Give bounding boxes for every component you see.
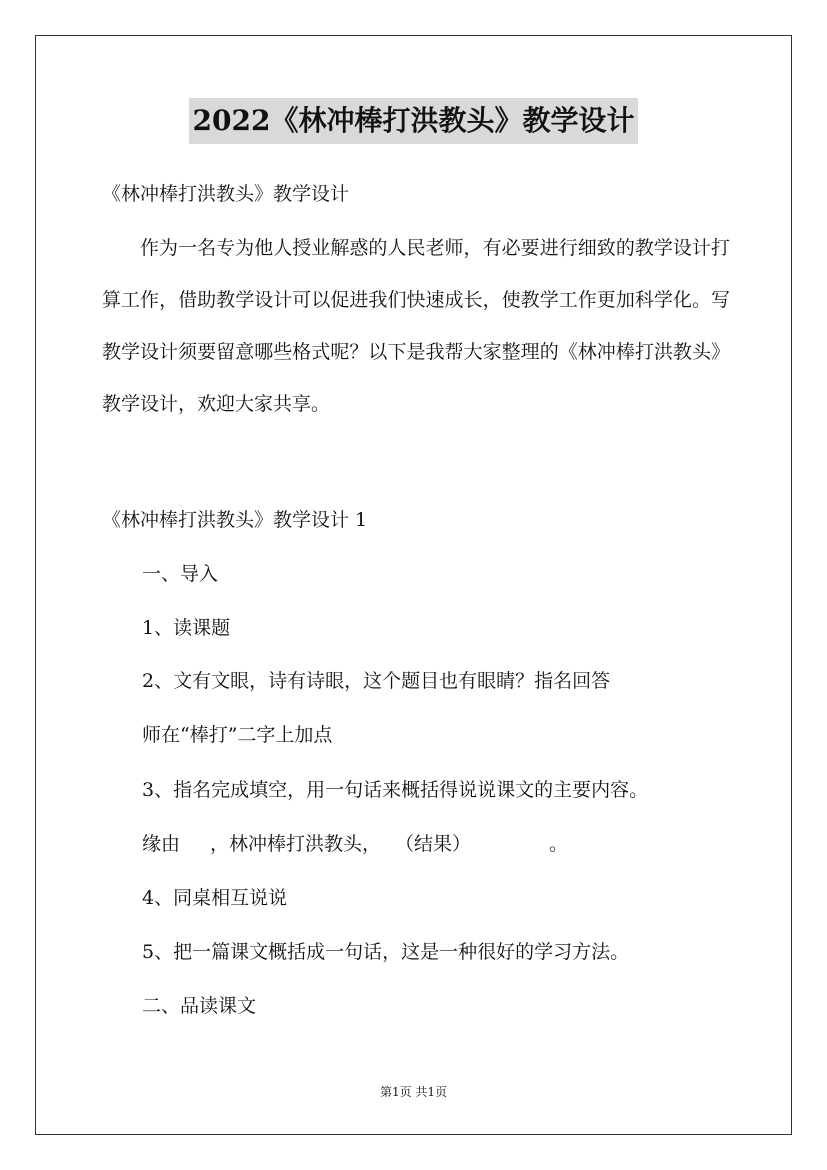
list-item: 4、同桌相互说说	[142, 887, 288, 909]
subtitle: 《林冲棒打洪教头》教学设计	[102, 183, 350, 205]
fill-blank-line	[142, 832, 568, 856]
list-item: 5、把一篇课文概括成一句话，这是一种很好的学习方法。	[142, 941, 630, 963]
list-item: 二、品读课文	[142, 995, 257, 1017]
page-footer: 第1页 共1页	[379, 1085, 448, 1099]
fill-blank-end: 。	[549, 833, 569, 855]
section-heading: 《林冲棒打洪教头》教学设计 1	[102, 509, 368, 531]
fill-blank-middle: ，林冲棒打洪教头，	[210, 833, 382, 855]
list-item: 1、读课题	[142, 617, 231, 639]
intro-paragraph: 作为一名专为他人授业解惑的人民老师，有必要进行细致的教学设计打算工作，借助教学设计可以促进我们快速成长，使教学工作更加科学化。写教学设计须要留意哪些格式呢？以下是我帮大家整理的《林冲棒打洪教头》教学设计，欢迎大家共享。	[102, 237, 730, 415]
fill-blank-result: （结果）	[395, 833, 472, 855]
list-item: 3、指名完成填空，用一句话来概括得说说课文的主要内容。	[142, 779, 649, 801]
document-title: 2022《林冲棒打洪教头》教学设计	[189, 98, 639, 144]
list-item: 2、文有文眼，诗有诗眼，这个题目也有眼睛？指名回答	[142, 670, 611, 692]
list-item: 师在“棒打”二字上加点	[142, 724, 333, 746]
title-container	[0, 98, 827, 144]
fill-blank-cause: 缘由	[142, 833, 181, 855]
list-item: 一、导入	[142, 563, 219, 585]
